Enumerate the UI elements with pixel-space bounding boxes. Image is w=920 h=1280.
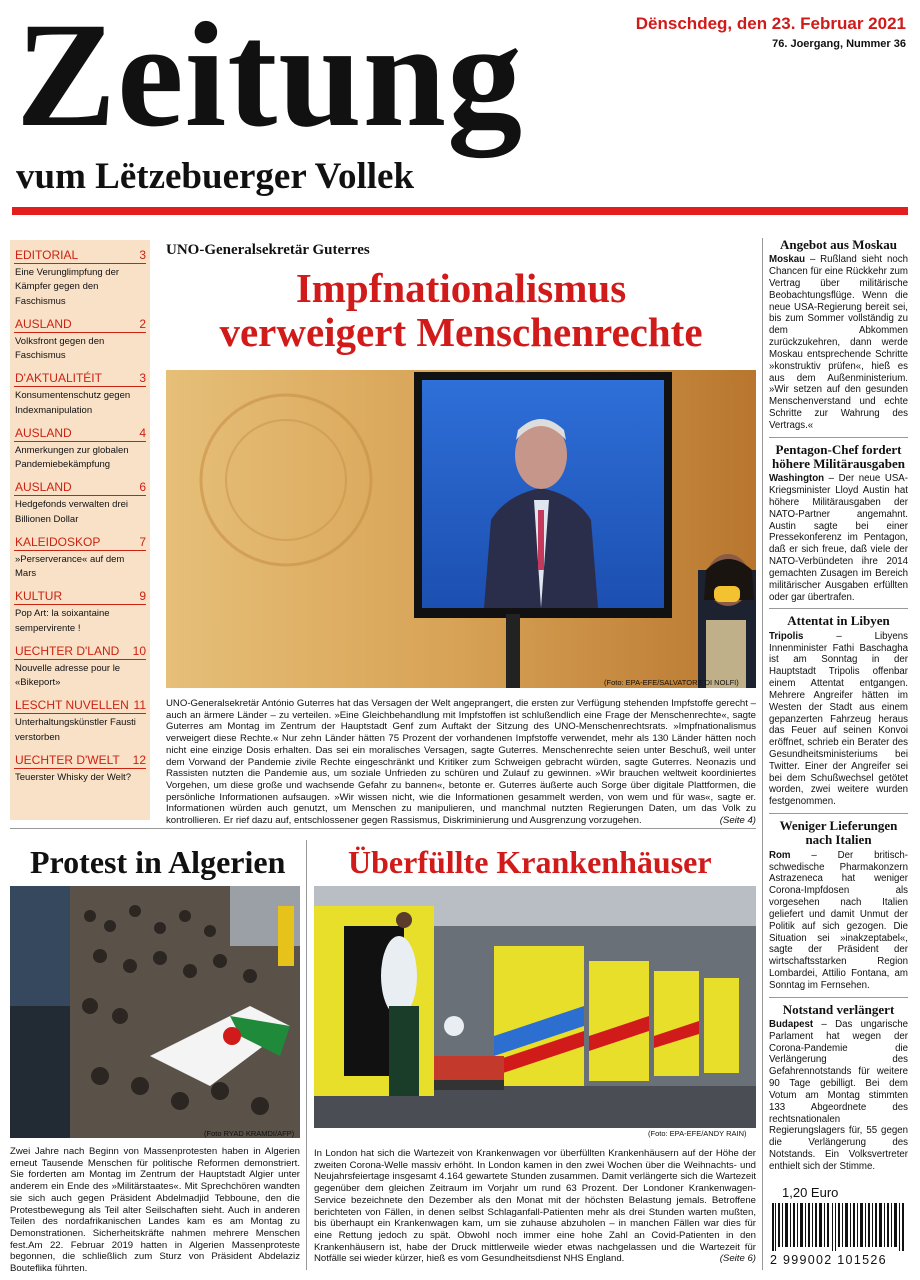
brief-text: – Das ungarische Parlament hat wegen der Corona-Pandemie die Verlängerung des Gefahrennotstands für weitere 90 Tage gebilligt. Bei dem Votum am Montag stimmten 133 Abgeordnete des rechtsnationalen Regierungslagers für, 55 gegen die Verlängerung des Notstands. Ein Volksvertreter enthielt sich der Stimme. bbox=[769, 1018, 908, 1172]
barcode-number: 2 999002 101526 bbox=[770, 1253, 887, 1267]
contents-item[interactable] bbox=[14, 533, 146, 582]
brief-place: Moskau bbox=[769, 254, 806, 266]
london-article-body bbox=[314, 1148, 756, 1265]
brief-divider bbox=[769, 437, 908, 438]
contents-teaser: Pop Art: la soixantaine sempervirente ! bbox=[15, 608, 110, 634]
contents-item[interactable] bbox=[14, 369, 146, 418]
algeria-article-body: Zwei Jahre nach Beginn von Massenprotesten haben in Algerien erneut Tausende Menschen für politische Reformen demonstriert. Sie forderten am Montag im Zentrum der Hauptstadt Algier unter anderem ein Ende des »Militärstaates«. Mit Sprechchören wandten sie sich auch gegen Präsident Abdelmadjid Tebboune, den die Protestbewegung als Teil alter Seilschaften sieht. Auch in anderen Teilen des nordafrikanischen Landes kam es am Montag zu Demonstrationen. Sicherheitskräfte nahmen mehrere Menschen fest.Am 22. Februar 2019 hatten in Algerien Massenproteste begonnen, die schließlich zum Sturz von Präsident Abdelaziz Bouteflika führten. bbox=[10, 1146, 300, 1275]
contents-teaser: Nouvelle adresse pour le «Bikeport» bbox=[15, 662, 121, 688]
algeria-photo bbox=[10, 886, 300, 1138]
contents-section: AUSLAND bbox=[15, 480, 72, 495]
section-divider bbox=[10, 828, 756, 829]
brief-text: – Rußland sieht noch Chancen für eine Rückkehr zum Vertrag über militärische Beobachtungsflüge. Wenn die neue USA-Regierung bereit sei, bis zum Sommer vollständig zu dem Abkommen zurückzukehren, dann werde Moskau entsprechende Schritte »konstruktiv prüfen«, hieß es aus dem Außenministerium. »Wir setzen auf den gesunden Menschenverstand und echte Schritte zur Wahrung des Vertrags.« bbox=[769, 254, 908, 431]
lead-article-body bbox=[166, 698, 756, 827]
contents-page: 3 bbox=[139, 248, 146, 262]
algeria-photo-credit: (Foto RYAD KRAMDI/AFP) bbox=[204, 1129, 295, 1138]
contents-teaser: Volksfront gegen den Faschismus bbox=[15, 335, 105, 361]
contents-page: 12 bbox=[132, 752, 146, 767]
contents-page: 3 bbox=[139, 371, 146, 386]
lead-headline[interactable] bbox=[166, 266, 756, 355]
lead-body-text: UNO-Generalsekretär António Guterres hat das Versagen der Welt angeprangert, die ersten zur Verfügung stehenden Impfstoffe gerecht – auch an ärmere Länder – zu verteilen. »Eine Gleichbehandlung mit Impfstoffen ist schlußendlich eine Frage der Menschenrechte«, sagte Guterres am Montag im Zentrum der Hauptstadt Genf zum Auftakt der Sitzung des UNO-Menschenrechtsrats. »Impfnationalismus verweigert diese Rechte.« Nur zehn Länder hätten 75 Prozent der vorhandenen Impfstoffe verwendet, mehr als 130 Länder hätten noch nicht eine einzige Dosis erhalten. Das sei ein moralisches Versagen, sagte Guterres. Menschenrechte seien unter Beschuß, weil unter dem Vorwand der Pandemie zivile Rechte eingeschränkt und Kritiker zum Schweigen gebracht würden, sagte Guterres. Neonazis und Rassisten nutzten die Pandemie aus, um soziale Unfrieden zu schüren und Zulauf zu gewinnen. »Wir brauchen weltweit koordiniertes Vorgehen, um diese große und wachsende Gefahr zu bannen«, betonte er. Guterres äußerte auch Sorge über digitale Plattformen, die persönliche Informationen aufsaugen. »Wir wissen nicht, wie die Informationen gesammelt werden, von wem und für was«, sagte er. Informationen würden auch genutzt, um Menschen zu manipulieren, und manchmal nutzten Regierungen Daten, um das Volk zu kontrollieren. Er rief dazu auf, entschlossener gegen Rassismus, Diskriminierung und Ausgrenzung vorzugehen. bbox=[166, 698, 756, 827]
brief-divider bbox=[769, 608, 908, 609]
lead-photo bbox=[166, 370, 756, 688]
contents-item[interactable] bbox=[14, 424, 146, 473]
brief bbox=[769, 443, 908, 604]
contents-item[interactable] bbox=[14, 751, 146, 785]
contents-page: 7 bbox=[139, 534, 146, 549]
brief-place: Tripolis bbox=[769, 630, 804, 642]
contents-item[interactable] bbox=[14, 315, 146, 364]
london-photo-credit: (Foto: EPA-EFE/ANDY RAIN) bbox=[648, 1129, 747, 1138]
contents-item[interactable] bbox=[14, 642, 146, 691]
brief-headline[interactable]: Pentagon-Chef fordert höhere Militärausgaben bbox=[771, 441, 905, 472]
london-body-text: In London hat sich die Wartezeit von Krankenwagen vor überfüllten Krankenhäusern auf der Höhe der zweiten Corona-Welle massiv erhöht. In London kamen in den zwei Wochen über die Weihnachts- und Neujahrsfeiertage insgesamt 4.164 gewartete Stunden zusammen. Damit verlängerte sich die Wartezeit gegenüber dem gleichen Zeitraum im Vorjahr um rund 63 Prozent. Der Londoner Krankenwagen-Service bezeichnete den Dezember als den Monat mit der höchsten Belastung jemals. Betroffene berichteten von Fällen, in denen selbst Schlaganfall-Patienten mehr als drei Stunden warten mußten, bis überhaupt ein Krankenwagen kam, um sie zuhause abzuholen – in manchen Fällen war dies für eine Rettung jedoch zu spät. Obwohl noch immer eine hohe Zahl an Covid-Patienten in den Krankenhäusern ist, habe der Druck mittlerweile wieder etwas nachgelassen und die Wartezeit für Notfälle sei wieder kürzer, hieß es vom Gesundheitsdienst NHS England. bbox=[314, 1148, 756, 1265]
contents-page: 11 bbox=[133, 698, 146, 713]
lead-photo-credit: (Foto: EPA-EFE/SALVATORE DI NOLFI) bbox=[604, 678, 739, 687]
contents-teaser: Eine Verunglimpfung der Kämpfer gegen den Faschismus bbox=[15, 267, 120, 307]
newspaper-logo: Zeitung bbox=[16, 0, 524, 158]
brief-place: Washington bbox=[769, 473, 825, 485]
contents-teaser: Teuerster Whisky der Welt? bbox=[15, 771, 131, 783]
lead-headline-line-2: verweigert Menschenrechte bbox=[219, 309, 703, 356]
contents-item[interactable] bbox=[14, 587, 146, 636]
contents-section: AUSLAND bbox=[15, 316, 72, 331]
brief bbox=[769, 1003, 908, 1173]
contents-item[interactable] bbox=[14, 696, 146, 745]
contents-teaser: Unterhaltungskünstler Fausti verstorben bbox=[15, 717, 136, 743]
masthead bbox=[12, 0, 908, 206]
brief-headline[interactable]: Attentat in Libyen bbox=[787, 613, 890, 629]
london-photo bbox=[314, 886, 756, 1128]
contents-section: EDITORIAL bbox=[15, 248, 79, 262]
news-briefs-column bbox=[762, 238, 908, 1270]
brief-text: – Der neue USA-Kriegsminister Lloyd Austin hat höhere Militärausgaben der NATO-Partner angemahnt. Austin sagte bei einer Pressekonferenz im Pentagon, daß er sich freue, daß viele der NATO-Verbündeten ihre 2014 gemachten Zusagen im Bereich militärischer Ausgaben erfüllten oder gar übertrafen. bbox=[769, 473, 908, 603]
algeria-photo-illustration bbox=[10, 886, 300, 1138]
price: 1,20 Euro bbox=[782, 1185, 839, 1200]
contents-item[interactable] bbox=[14, 478, 146, 527]
contents-sidebar bbox=[10, 240, 150, 820]
brief-headline[interactable]: Weniger Lieferungen nach Italien bbox=[779, 818, 898, 848]
contents-section: UECHTER D'LAND bbox=[15, 643, 120, 658]
brief bbox=[769, 614, 908, 808]
brief-divider bbox=[769, 997, 908, 998]
barcode-icon bbox=[772, 1203, 906, 1251]
london-headline[interactable]: Überfüllte Krankenhäuser bbox=[348, 844, 712, 880]
masthead-divider bbox=[12, 207, 908, 215]
brief-headline[interactable]: Notstand verlängert bbox=[782, 1001, 895, 1017]
issue-number: 76. Joergang, Nummer 36 bbox=[772, 38, 906, 50]
lead-photo-illustration bbox=[166, 370, 756, 688]
brief-headline[interactable]: Angebot aus Moskau bbox=[779, 237, 898, 252]
brief bbox=[769, 819, 908, 992]
lead-kicker: UNO-Generalsekretär Guterres bbox=[166, 242, 370, 258]
lead-headline-line-1: Impfnationalismus bbox=[295, 265, 627, 311]
contents-page: 10 bbox=[132, 643, 146, 658]
brief-place: Rom bbox=[769, 849, 791, 861]
contents-teaser: Konsumentenschutz gegen Indexmanipulation bbox=[15, 390, 131, 416]
issue-date: Dënschdeg, den 23. Februar 2021 bbox=[635, 14, 906, 33]
contents-section: AUSLAND bbox=[15, 425, 72, 440]
london-photo-illustration bbox=[314, 886, 756, 1128]
newspaper-subtitle: vum Lëtzebuerger Vollek bbox=[16, 156, 415, 197]
contents-section: LESCHT NUVELLEN bbox=[15, 698, 129, 713]
brief-divider bbox=[769, 813, 908, 814]
contents-teaser: »Perserverance« auf dem Mars bbox=[15, 553, 125, 579]
contents-section: KALEIDOSKOP bbox=[15, 534, 101, 549]
lead-page-ref[interactable]: (Seite 4) bbox=[719, 815, 756, 827]
contents-item[interactable] bbox=[14, 246, 146, 309]
contents-section: KULTUR bbox=[15, 589, 63, 604]
brief bbox=[769, 238, 908, 432]
contents-teaser: Anmerkungen zur globalen Pandemiebekämpfung bbox=[15, 444, 129, 470]
contents-page: 4 bbox=[139, 425, 146, 440]
algeria-headline[interactable]: Protest in Algerien bbox=[30, 844, 286, 880]
contents-page: 6 bbox=[139, 480, 146, 495]
contents-teaser: Hedgefonds verwalten drei Billionen Dollar bbox=[15, 499, 129, 525]
contents-section: D'AKTUALITÉIT bbox=[15, 371, 102, 386]
contents-page: 2 bbox=[139, 316, 146, 331]
london-page-ref[interactable]: (Seite 6) bbox=[719, 1253, 756, 1265]
contents-section: UECHTER D'WELT bbox=[15, 752, 120, 767]
contents-page: 9 bbox=[139, 589, 146, 604]
brief-place: Budapest bbox=[769, 1018, 814, 1030]
column-divider bbox=[306, 840, 307, 1270]
brief-text: – Der britisch-schwedische Pharmakonzern Astrazeneca hat weniger Corona-Impfdosen als vorgesehen nach Italien geliefert und damit Unmut der Politik auf sich gezogen. Die Situation sei »inakzeptabel«, sagte der Präsident der wirtschaftsstarken Region Lombardei, Attilio Fontana, am Sonntag im Fernsehen. bbox=[769, 849, 908, 991]
brief-text: – Libyens Innenminister Fathi Baschagha ist am Sonntag in der Hauptstadt Tripolis offenbar einem Attentat entgangen. Mehrere Angreifer hätten im Westen der Stadt aus einem gepanzerten Fahrzeug heraus das Feuer auf seinen Konvoi eröffnet, schrieb ein Berater des Gesundheitsministeriums bei Twitter. Einer der Angreifer sei bei dem Schußwechsel getötet worden, zwei weitere wurden festgenommen. bbox=[769, 630, 908, 808]
